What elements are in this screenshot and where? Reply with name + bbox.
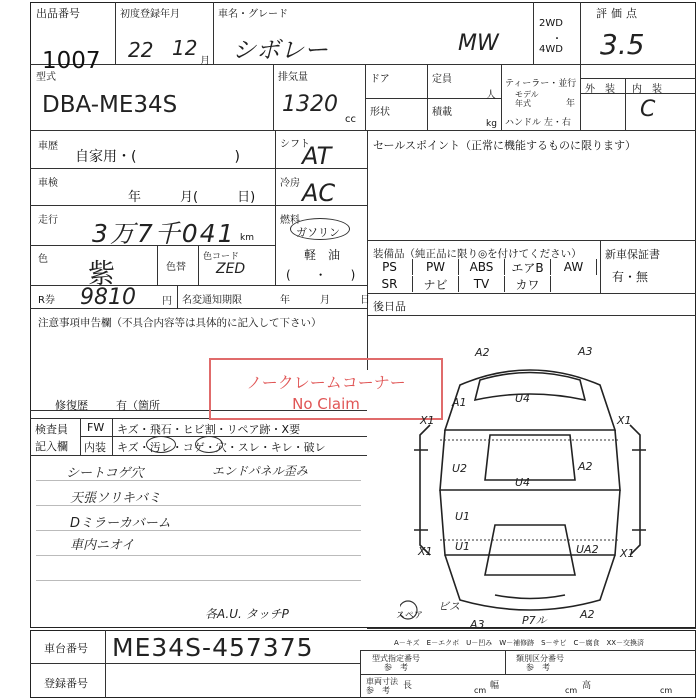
divider xyxy=(533,2,534,64)
burn-circle xyxy=(195,436,223,453)
width-unit: cm xyxy=(565,686,578,695)
fuel-gas-circle xyxy=(290,218,350,240)
rule-line xyxy=(36,530,361,531)
equipment-item: ABS xyxy=(459,259,505,275)
equipment-item: PS xyxy=(367,259,413,275)
fuel-light: 軽 油 xyxy=(304,248,341,262)
damage-mark: U1 xyxy=(455,540,471,553)
divider xyxy=(427,64,428,130)
recycle-label: R券 xyxy=(38,295,55,306)
divider xyxy=(30,663,360,664)
color-label: 色 xyxy=(38,254,48,265)
divider xyxy=(30,455,367,456)
note-line-4: 車内ニオイ xyxy=(70,538,135,553)
stamp-line-2: No Claim xyxy=(292,395,360,413)
damage-mark: A2 xyxy=(475,346,490,359)
recycle-value: 9810 xyxy=(80,285,136,310)
displacement-unit: cc xyxy=(345,114,356,125)
warranty-label: 新車保証書 xyxy=(605,248,660,261)
fw-items: キズ・飛石・ヒビ割・リペア跡・X要 xyxy=(117,423,301,436)
car-name-value: シボレー xyxy=(232,36,328,64)
divider xyxy=(105,630,106,698)
damage-mark: P7ル xyxy=(522,614,547,627)
color-code-value: ZED xyxy=(216,261,246,277)
exterior-label: 外 装 xyxy=(585,84,615,95)
displacement-value: 1320 xyxy=(282,92,338,117)
shift-label: シフト xyxy=(280,139,310,150)
rule-line xyxy=(36,505,361,506)
model-label: 型式 xyxy=(36,72,56,83)
sales-point-label: セールスポイント（正常に機能するものに限ります） xyxy=(373,139,637,152)
shape-label: 形状 xyxy=(370,107,390,118)
stain-circle xyxy=(146,436,176,453)
damage-mark: A3 xyxy=(578,345,593,358)
divider xyxy=(580,78,696,79)
type-designation-label: 型式指定番号 xyxy=(372,654,420,663)
inspection-value: 年 月( 日) xyxy=(128,190,256,205)
divider xyxy=(30,64,696,65)
width-label: 幅 xyxy=(490,681,500,691)
load-unit: kg xyxy=(486,119,497,129)
interior-value: C xyxy=(640,97,656,122)
damage-mark: X1 xyxy=(420,414,435,427)
chassis-value: ME34S-457375 xyxy=(112,633,314,662)
divider xyxy=(112,418,113,455)
divider xyxy=(360,650,696,651)
score-value: 3.5 xyxy=(600,28,645,61)
divider xyxy=(367,628,696,629)
lot-number: 1007 xyxy=(42,48,101,74)
divider xyxy=(115,2,116,64)
divider xyxy=(213,2,214,64)
damage-mark: U4 xyxy=(515,392,531,405)
ac-label: 冷房 xyxy=(280,178,300,189)
color-change-label: 色替 xyxy=(166,262,186,273)
capacity-unit: 人 xyxy=(486,90,496,101)
inspector-interior-label: 内装 xyxy=(84,441,106,454)
divider xyxy=(580,2,581,130)
equipment-row-1 xyxy=(367,259,600,275)
recycle-unit: 円 xyxy=(162,296,172,307)
divider xyxy=(80,418,81,455)
equipment-row-2 xyxy=(367,276,600,292)
dims-label: 車両寸法 参 考 xyxy=(366,677,398,695)
reg-label: 登録番号 xyxy=(44,677,88,690)
fuel-gas: ガソリン xyxy=(296,226,340,239)
first-reg-month-unit: 月 xyxy=(200,56,210,67)
fuel-label: 燃料 xyxy=(280,215,300,226)
damage-mark: U1 xyxy=(455,510,471,523)
model-year-unit: 年 xyxy=(566,99,576,109)
model-value: DBA-ME34S xyxy=(42,92,178,118)
type-designation-sub: 参 考 xyxy=(384,663,408,672)
damage-mark: UA2 xyxy=(576,543,599,556)
inspector-label-bottom: 記入欄 xyxy=(35,440,68,453)
capacity-label: 定員 xyxy=(432,74,452,85)
name-change-value: 年 月 日 xyxy=(280,295,370,306)
divider xyxy=(367,130,368,370)
drive-2wd: 2WD xyxy=(539,18,563,29)
divider xyxy=(30,130,696,131)
damage-mark: A1 xyxy=(452,396,467,409)
divider xyxy=(501,64,502,130)
mileage-unit: km xyxy=(240,233,254,243)
drive-4wd: 4WD xyxy=(539,44,563,55)
note-right: エンドパネル歪み xyxy=(212,464,308,478)
divider xyxy=(367,315,696,316)
ac-value: AC xyxy=(302,179,336,207)
note-line-2: 天張ソリキバミ xyxy=(70,491,162,506)
damage-mark: A2 xyxy=(580,608,595,621)
rule-line xyxy=(36,580,361,581)
equipment-label: 装備品（純正品に限り◎を付けてください） xyxy=(373,248,582,260)
divider xyxy=(157,245,158,285)
shift-value: AT xyxy=(302,142,332,170)
equipment-item: カワ xyxy=(505,276,551,292)
equipment-item: エアB xyxy=(505,259,551,275)
divider xyxy=(365,64,366,130)
fw-label: FW xyxy=(87,421,105,434)
class-sub: 参 考 xyxy=(526,663,550,672)
divider xyxy=(625,78,626,130)
damage-mark: U2 xyxy=(452,462,468,475)
back-seat-label: 後日品 xyxy=(373,300,406,313)
model-year-label: モデル 年式 xyxy=(515,90,539,108)
note-line-3: Dミラーカバーム xyxy=(70,516,171,531)
stamp-line-1: ノークレームコーナー xyxy=(246,373,406,392)
rule-line xyxy=(36,480,361,481)
height-label: 高 xyxy=(582,681,592,691)
legend-text: A－キズ E－エクボ U－凹み W－補修跡 S－サビ C－腐食 XX－交換済 xyxy=(394,639,645,647)
first-reg-value: 22 xyxy=(128,38,154,62)
notes-label: 注意事項申告欄（不具合内容等は具体的に記入して下さい） xyxy=(38,317,322,329)
divider xyxy=(360,674,696,675)
damage-mark: X1 xyxy=(620,547,635,560)
equipment-item: SR xyxy=(367,276,413,292)
note-line-1: シートコゲ穴 xyxy=(66,466,144,481)
load-label: 積載 xyxy=(432,107,452,118)
damage-mark: ビス xyxy=(438,600,460,613)
lot-label: 出品番号 xyxy=(36,7,80,20)
divider xyxy=(273,64,274,130)
handle-label: ハンドル 左・右 xyxy=(505,118,571,128)
damage-mark: A2 xyxy=(578,460,593,473)
divider xyxy=(177,285,178,308)
spare-label: スペア xyxy=(396,611,424,621)
car-name-label: 車名・グレード xyxy=(218,9,288,20)
class-label: 類別区分番号 xyxy=(516,654,564,663)
bottom-note: 各A.U. タッチP xyxy=(205,607,289,621)
divider xyxy=(505,650,506,674)
equipment-item: TV xyxy=(459,276,505,292)
history-value: 自家用・( ) xyxy=(75,149,240,165)
displacement-label: 排気量 xyxy=(278,72,308,83)
damage-mark: A3 xyxy=(470,618,485,631)
damage-mark: X1 xyxy=(418,545,433,558)
height-unit: cm xyxy=(660,686,673,695)
door-label: ドア xyxy=(370,74,390,85)
interior-label: 内 装 xyxy=(632,84,662,95)
inspection-label: 車検 xyxy=(38,178,58,189)
divider xyxy=(367,240,696,241)
damage-mark: U4 xyxy=(515,476,531,489)
mileage-label: 走行 xyxy=(38,215,58,226)
inspector-interior-items: キズ・汚レ・コゲ・穴・スレ・キレ・破レ xyxy=(117,441,326,454)
first-reg-month: 12 xyxy=(172,36,198,60)
dealer-label: ティーラー・並行 xyxy=(505,79,577,89)
rule-line xyxy=(36,555,361,556)
divider xyxy=(275,130,276,285)
divider xyxy=(367,293,696,294)
fuel-paren: ( ・ ) xyxy=(286,268,356,282)
damage-mark: X1 xyxy=(617,414,632,427)
repair-label: 修復歴 xyxy=(55,399,88,412)
chassis-label: 車台番号 xyxy=(44,642,88,655)
repair-value: 有（箇所 xyxy=(116,399,160,412)
name-change-label: 名変通知期限 xyxy=(182,295,242,306)
divider xyxy=(365,98,501,99)
divider xyxy=(600,240,601,293)
score-label: 評価点 xyxy=(596,7,641,20)
color-code-label: 色コード xyxy=(203,252,240,262)
equipment-item: ナビ xyxy=(413,276,459,292)
equipment-item: AW xyxy=(551,259,597,275)
warranty-value: 有・無 xyxy=(612,270,649,284)
history-label: 車歴 xyxy=(38,141,58,152)
divider xyxy=(198,245,199,285)
inspector-label-top: 検査員 xyxy=(35,423,68,436)
mileage-value: 3万7千041 xyxy=(92,219,236,248)
length-label: 長 xyxy=(403,681,413,691)
color-value: 紫 xyxy=(88,259,115,290)
length-unit: cm xyxy=(474,686,487,695)
grade-value: MW xyxy=(458,31,499,56)
first-reg-label: 初度登録年月 xyxy=(120,9,180,20)
equipment-item: PW xyxy=(413,259,459,275)
drive-dot: ・ xyxy=(552,34,562,45)
